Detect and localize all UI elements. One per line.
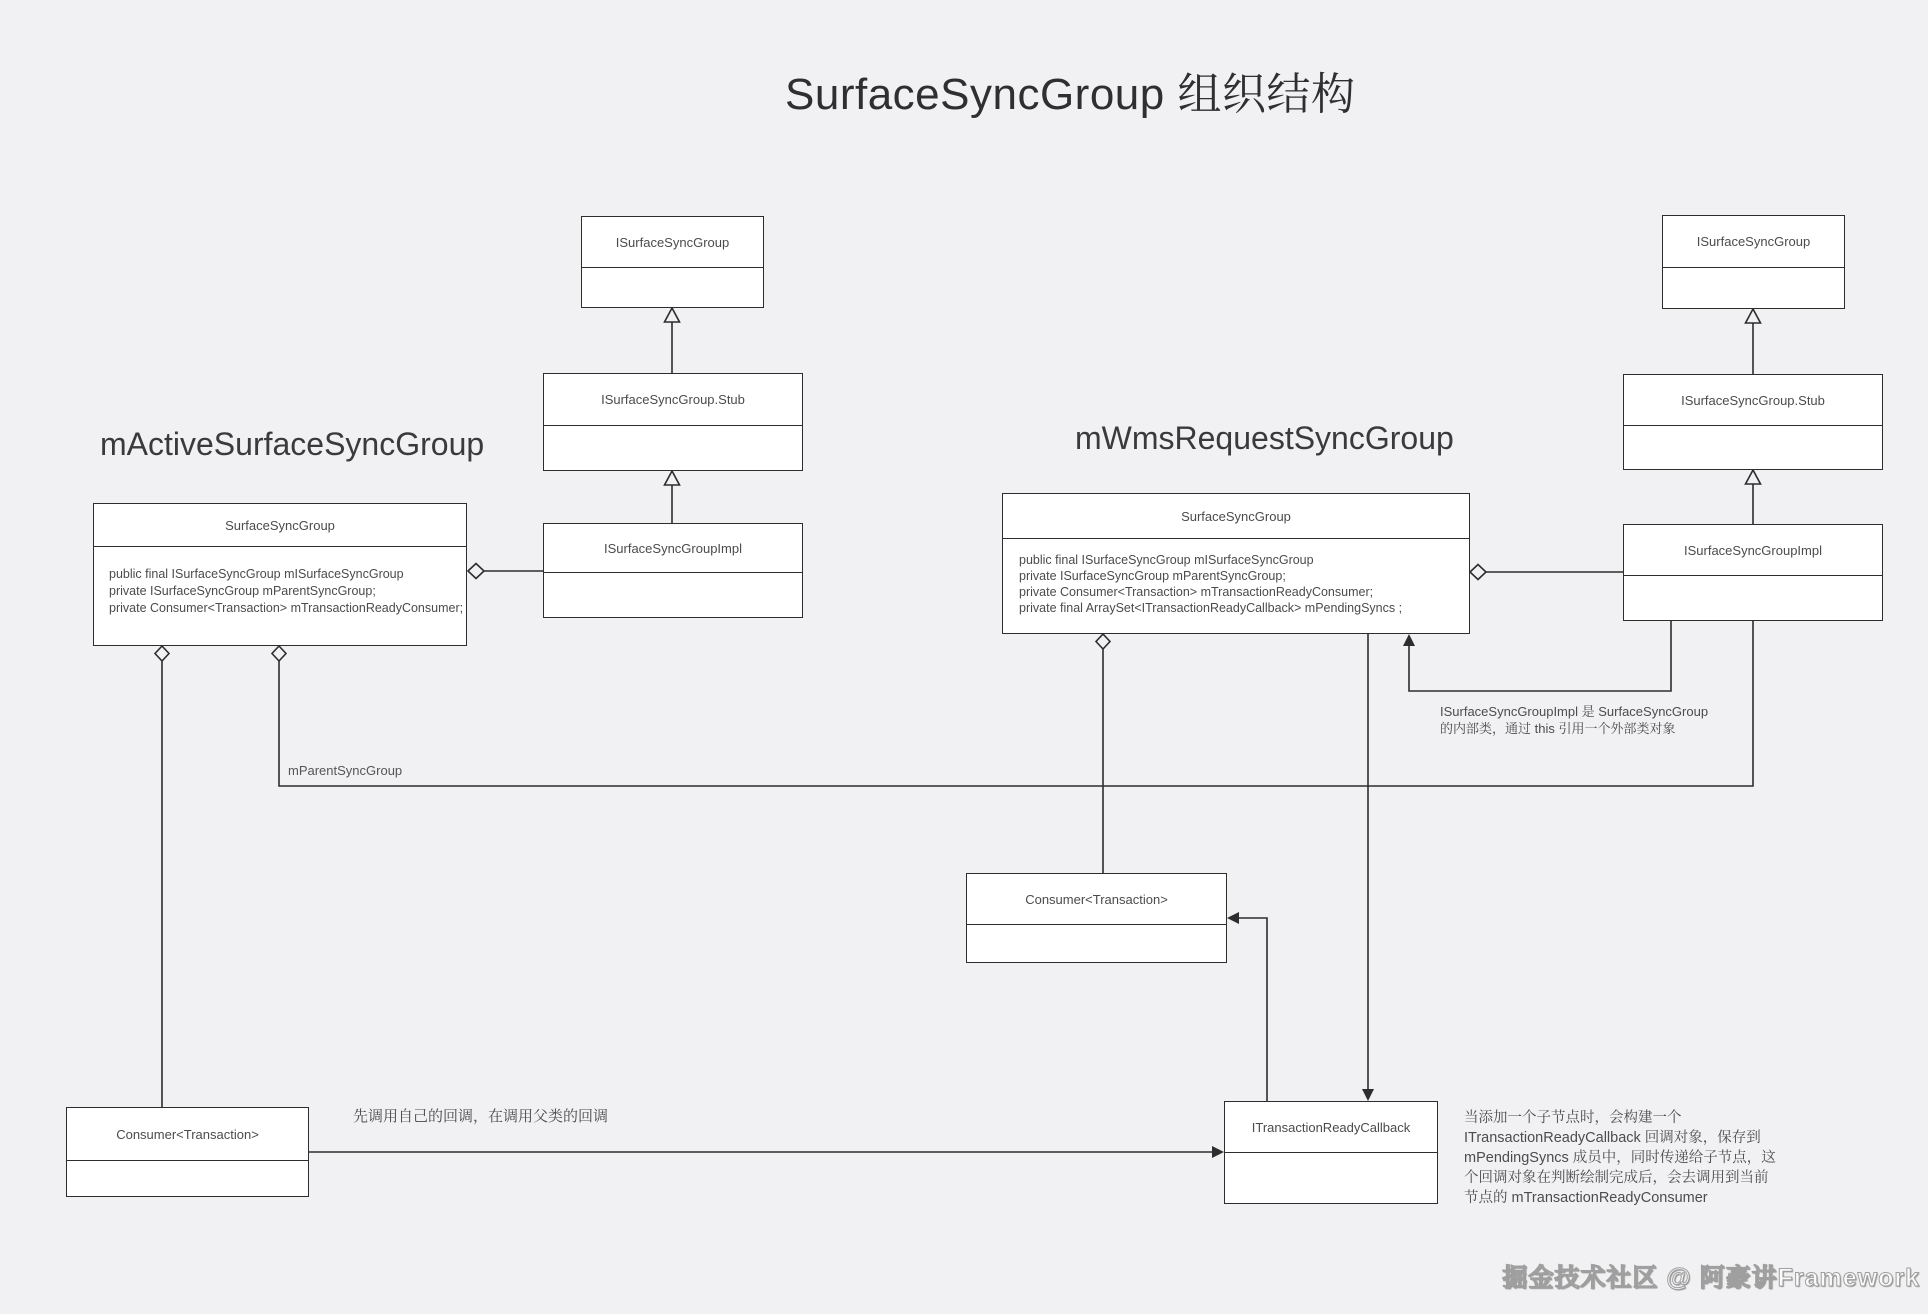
class-box-isurfacesyncgroupimpl-left (543, 523, 803, 618)
class-members-empty (1624, 576, 1882, 620)
class-members-empty (1663, 268, 1844, 308)
class-name: Consumer<Transaction> (67, 1108, 308, 1161)
note-line: ITransactionReadyCallback 回调对象，保存到 (1464, 1130, 1761, 1146)
arrowhead-down (1362, 1089, 1374, 1101)
class-members-empty (1225, 1153, 1437, 1203)
inheritance-triangle (1746, 470, 1761, 484)
inheritance-triangle (1746, 309, 1761, 323)
arrowhead-right (1212, 1146, 1224, 1158)
aggregation-diamond (272, 646, 286, 661)
class-members-empty (582, 268, 763, 307)
note-line: 个回调对象在判断绘制完成后，会去调用到当前 (1464, 1170, 1769, 1186)
class-name: ISurfaceSyncGroup (1663, 216, 1844, 268)
arrowhead-up (1403, 634, 1415, 646)
inheritance-triangle (665, 308, 680, 322)
edge-label-call-order: 先调用自己的回调，在调用父类的回调 (353, 1108, 609, 1125)
edge-label-mparentsyncgroup: mParentSyncGroup (288, 763, 403, 778)
note-line: 节点的 mTransactionReadyConsumer (1464, 1190, 1708, 1206)
class-box-consumer-transaction-center (966, 873, 1227, 963)
member-field: public final ISurfaceSyncGroup mISurfaceSyncGroup (1019, 553, 1314, 567)
aggregation-diamond (155, 646, 169, 661)
class-box-consumer-transaction-left (66, 1107, 309, 1197)
member-field: public final ISurfaceSyncGroup mISurfaceSyncGroup (109, 567, 404, 581)
member-field: private final ArraySet<ITransactionReadyCallback> mPendingSyncs ; (1019, 601, 1403, 615)
class-box-isurfacesyncgroup-right (1662, 215, 1845, 309)
class-box-isurfacesyncgroup-stub-left (543, 373, 803, 471)
note-line: 的内部类，通过 this 引用一个外部类对象 (1440, 721, 1676, 736)
member-field: private ISurfaceSyncGroup mParentSyncGroup; (1019, 569, 1286, 583)
class-members (1003, 539, 1469, 633)
arrowhead-left (1227, 912, 1239, 924)
aggregation-diamond (468, 564, 484, 579)
note-callback-flow (1464, 1108, 1776, 1208)
class-name: ISurfaceSyncGroup (582, 217, 763, 268)
class-name: ISurfaceSyncGroup.Stub (544, 374, 802, 426)
class-box-isurfacesyncgroupimpl-right (1623, 524, 1883, 621)
label-mwmsrequestsyncgroup: mWmsRequestSyncGroup (1075, 420, 1454, 456)
aggregation-diamond (1096, 634, 1110, 649)
note-line: 当添加一个子节点时，会构建一个 (1464, 1110, 1682, 1126)
class-box-itransactionreadycallback (1224, 1101, 1438, 1204)
class-name: SurfaceSyncGroup (1003, 494, 1469, 539)
class-members (94, 547, 466, 645)
class-name: Consumer<Transaction> (967, 874, 1226, 925)
class-members-empty (544, 426, 802, 470)
member-field: private ISurfaceSyncGroup mParentSyncGroup; (109, 584, 376, 598)
class-members-empty (67, 1161, 308, 1196)
class-name: SurfaceSyncGroup (94, 504, 466, 547)
class-members-empty (967, 925, 1226, 962)
edge-callback-consumer (1239, 918, 1267, 1101)
note-line: mPendingSyncs 成员中，同时传递给子节点，这 (1464, 1150, 1776, 1166)
page-title: SurfaceSyncGroup 组织结构 (785, 70, 1356, 119)
class-members-empty (544, 573, 802, 617)
class-box-surfacesyncgroup-left (93, 503, 467, 646)
class-box-isurfacesyncgroup-left (581, 216, 764, 308)
class-name: ISurfaceSyncGroupImpl (544, 524, 802, 573)
class-members-empty (1624, 426, 1882, 469)
class-box-isurfacesyncgroup-stub-right (1623, 374, 1883, 470)
member-field: private Consumer<Transaction> mTransactionReadyConsumer; (1019, 585, 1374, 599)
watermark: 掘金技术社区 @ 阿豪讲Framework (1502, 1264, 1920, 1292)
class-name: ITransactionReadyCallback (1225, 1102, 1437, 1153)
aggregation-diamond (1470, 565, 1486, 580)
label-mactivesurfacesyncgroup: mActiveSurfaceSyncGroup (100, 426, 485, 462)
inheritance-triangle (665, 471, 680, 485)
class-box-surfacesyncgroup-right (1002, 493, 1470, 634)
class-name: ISurfaceSyncGroup.Stub (1624, 375, 1882, 426)
note-impl-inner-class (1440, 703, 1708, 737)
member-field: private Consumer<Transaction> mTransactionReadyConsumer; (109, 601, 464, 615)
note-line: ISurfaceSyncGroupImpl 是 SurfaceSyncGroup (1440, 704, 1709, 719)
class-name: ISurfaceSyncGroupImpl (1624, 525, 1882, 576)
